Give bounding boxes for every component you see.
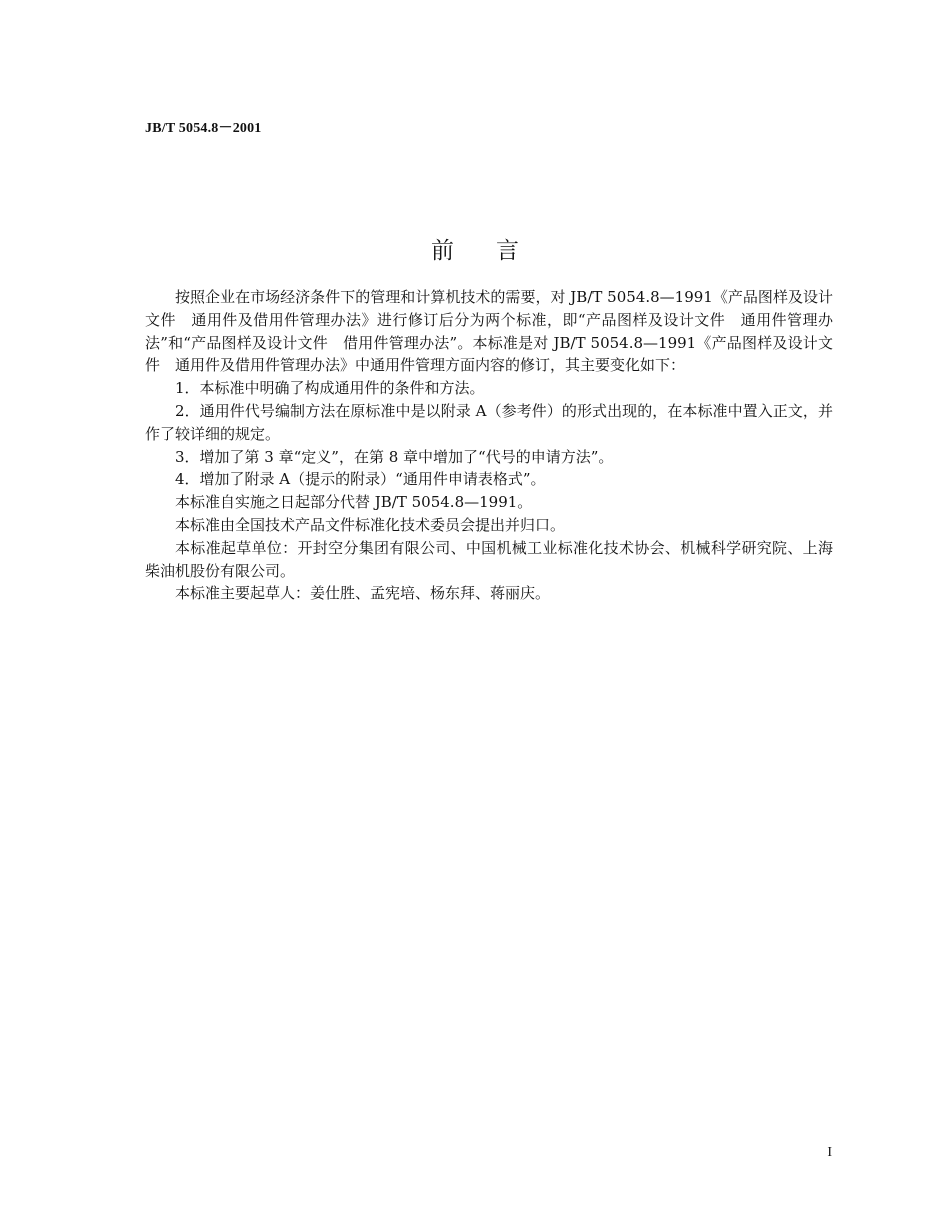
paragraph-change-3: 3．增加了第 3 章“定义”，在第 8 章中增加了“代号的申请方法”。 [175, 447, 614, 466]
paragraph-change-1: 1．本标准中明确了构成通用件的条件和方法。 [175, 379, 485, 398]
paragraph-change-2: 2．通用件代号编制方法在原标准中是以附录 A（参考件）的形式出现的，在本标准中置入正文，并作了较详细的规定。 [145, 401, 833, 443]
paragraph-intro: 按照企业在市场经济条件下的管理和计算机技术的需要，对 JB/T 5054.8—1991《产品图样及设计文件 通用件及借用件管理办法》进行修订后分为两个标准，即“产品图样及设计文件 通用件管理办法”和“产品图样及设计文件 借用件管理办法”。本标准是对 JB/T 5054.8—1991《产品图样及设计文件 通用件及借用件管理办法》中通用件管理方面内容的修订，其主要变化如下： [145, 288, 833, 375]
paragraph-change-4: 4．增加了附录 A（提示的附录）“通用件申请表格式”。 [175, 470, 546, 489]
standard-code: JB/T 5054.8－2001 [145, 121, 262, 136]
paragraph-replaces: 本标准自实施之日起部分代替 JB/T 5054.8—1991。 [175, 493, 533, 512]
page-title: 前言 [431, 238, 561, 264]
paragraph-proposer: 本标准由全国技术产品文件标准化技术委员会提出并归口。 [175, 515, 566, 534]
foreword-body [145, 286, 833, 605]
page-number: I [827, 1145, 832, 1160]
paragraph-drafters: 本标准主要起草人：姜仕胜、孟宪培、杨东拜、蒋丽庆。 [175, 584, 551, 603]
paragraph-drafting-units: 本标准起草单位：开封空分集团有限公司、中国机械工业标准化技术协会、机械科学研究院、上海柴油机股份有限公司。 [145, 538, 833, 580]
